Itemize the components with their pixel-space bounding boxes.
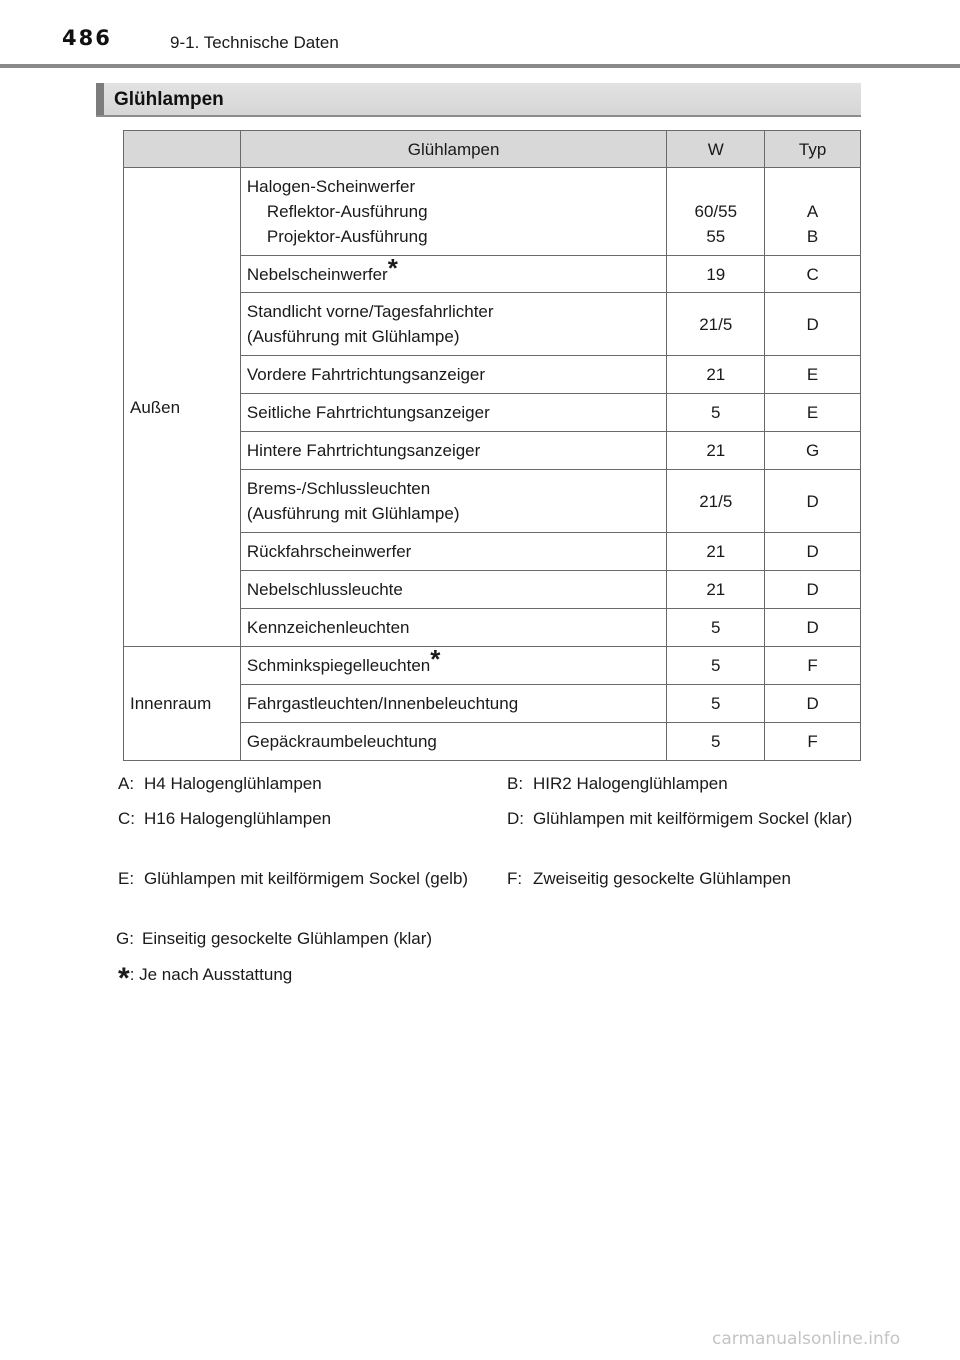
bulb-name [240,168,666,256]
bulb-type: G [765,432,861,470]
section-title: Glühlampen [114,89,224,110]
asterisk-mark: * [430,644,441,675]
bulb-type: D [765,533,861,571]
bulb-watt: 21/5 [667,293,765,356]
bulb-type: E [765,356,861,394]
bulb-name: Seitliche Fahrtrichtungsanzeiger [240,394,666,432]
bulb-type: D [765,470,861,533]
fog-name: Nebelscheinwerfer [246,264,388,284]
chapter-title: 9-1. Technische Daten [170,33,339,52]
bulb-type [765,168,861,256]
legend-key: D: [507,809,524,828]
bulb-watt: 5 [667,723,765,761]
legend-d [507,806,857,831]
bulb-type: F [765,647,861,685]
header-rule [0,64,960,68]
bulb-name: Hintere Fahrtrichtungsanzeiger [240,432,666,470]
headlight-projector: Projektor-Ausführung [266,227,428,246]
bulb-type: D [765,571,861,609]
section-marker [96,83,104,115]
position-line2: (Ausführung mit Glühlampe) [246,327,460,346]
type-projector: B [806,227,819,246]
legend-key: F: [507,869,523,888]
bulb-name [240,293,666,356]
bulb-name: Nebelschlussleuchte [240,571,666,609]
bulb-type: D [765,609,861,647]
brake-line2: (Ausführung mit Glühlampe) [246,504,460,523]
type-reflector: A [806,202,819,221]
bulb-watt: 5 [667,647,765,685]
bulb-type: F [765,723,861,761]
bulb-watt: 21 [667,571,765,609]
legend-text: HIR2 Halogenglühlampen [533,774,728,793]
legend-key: A: [118,774,135,793]
legend-key: G: [116,929,134,948]
footnote-asterisk: * [118,962,130,995]
bulb-watt: 19 [667,256,765,293]
legend-g [116,926,496,951]
legend-text: Glühlampen mit keilförmigem Sockel (klar) [533,809,853,828]
bulb-watt: 5 [667,394,765,432]
legend-text: Zweiseitig gesockelte Glühlampen [533,869,791,888]
bulb-watt: 21 [667,432,765,470]
bulb-watt: 5 [667,685,765,723]
footnote [118,958,293,995]
header-watt: W [667,131,765,168]
table-header-row [124,131,861,168]
table-row [124,647,861,685]
bulb-name: Gepäckraumbeleuchtung [240,723,666,761]
watt-reflector: 60/55 [694,202,738,221]
watt-projector: 55 [706,227,726,246]
section-header [96,83,861,117]
bulb-type: D [765,685,861,723]
vanity-name: Schminkspiegelleuchten [246,656,431,675]
legend-b [507,771,857,796]
group-outside: Außen [124,168,241,647]
bulb-name [240,644,666,685]
bulb-watt: 21 [667,356,765,394]
bulb-name: Rückfahrscheinwerfer [240,533,666,571]
legend-key: C: [118,809,135,828]
header-group [124,131,241,168]
group-interior: Innenraum [124,647,241,761]
brake-line1: Brems-/Schlussleuchten [246,479,431,498]
legend-key: B: [507,774,524,793]
legend-f [507,866,857,891]
bulb-table [123,130,861,761]
bulb-name [240,252,666,293]
bulb-watt: 5 [667,609,765,647]
bulb-watt [667,168,765,256]
headlight-title: Halogen-Scheinwerfer [246,177,416,196]
watermark: carmanualsonline.info [712,1329,901,1349]
bulb-name [240,470,666,533]
header-bulbs: Glühlampen [240,131,666,168]
legend-key: E: [118,869,135,888]
bulb-type: C [765,256,861,293]
bulb-type: E [765,394,861,432]
table-row [124,168,861,256]
legend-c [118,806,478,831]
bulb-name: Vordere Fahrtrichtungsanzeiger [240,356,666,394]
legend-text: Einseitig gesockelte Glühlampen (klar) [142,929,433,948]
bulb-watt: 21 [667,533,765,571]
legend-text: Glühlampen mit keilförmigem Sockel (gelb) [144,869,469,888]
header-type: Typ [765,131,861,168]
footnote-text: : Je nach Ausstattung [129,965,293,984]
legend-a [118,771,478,796]
headlight-reflector: Reflektor-Ausführung [266,202,428,221]
bulb-type: D [765,293,861,356]
page-number: 486 [62,26,112,50]
bulb-name: Fahrgastleuchten/Innenbeleuchtung [240,685,666,723]
bulb-name: Kennzeichenleuchten [240,609,666,647]
legend-text: H4 Halogenglühlampen [144,774,322,793]
asterisk-mark: * [387,252,398,283]
legend-e [118,866,478,891]
position-line1: Standlicht vorne/Tagesfahrlichter [246,302,494,321]
legend-text: H16 Halogenglühlampen [144,809,332,828]
bulb-watt: 21/5 [667,470,765,533]
